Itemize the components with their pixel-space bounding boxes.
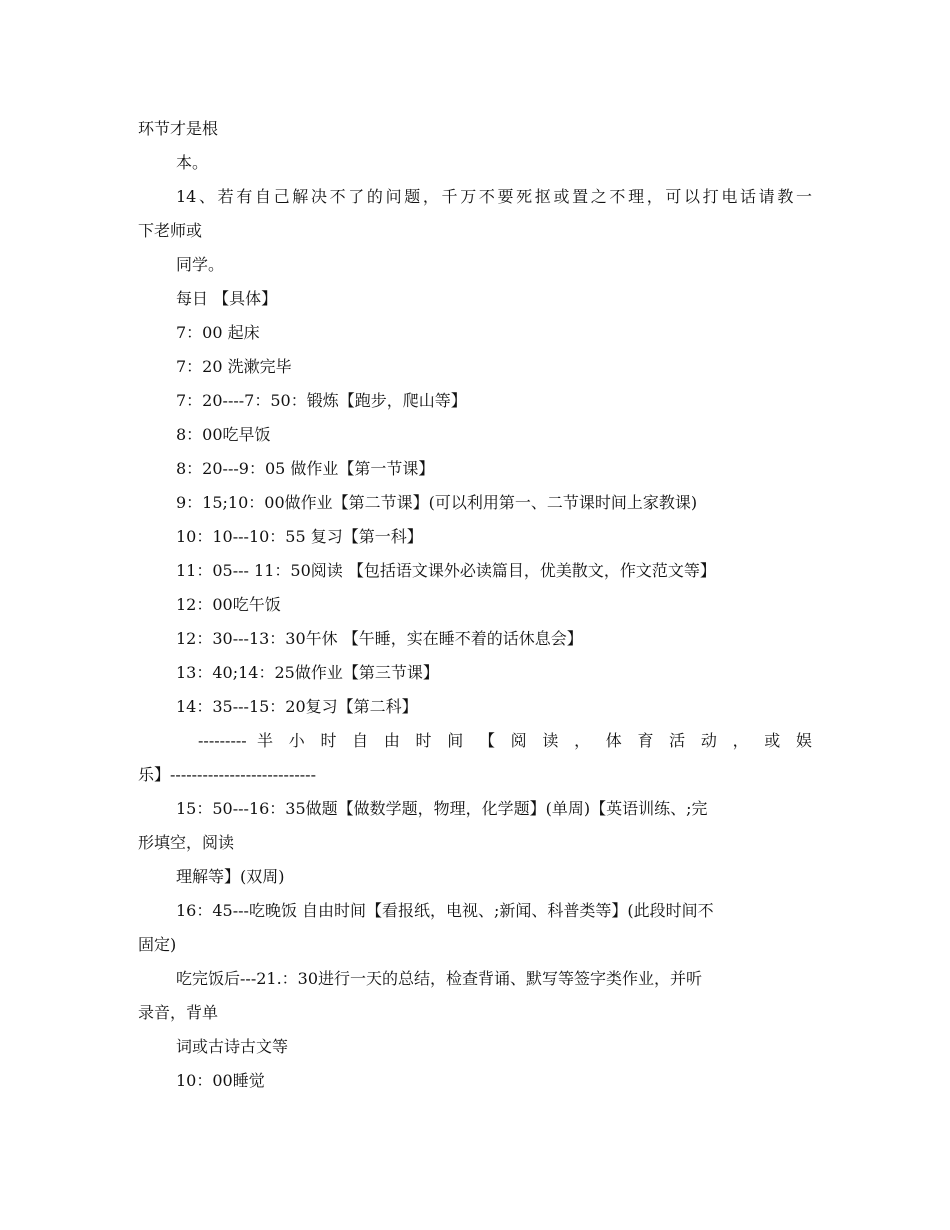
text-line: 下老师或 bbox=[138, 221, 203, 240]
text-line: 7：20----7：50：锻炼【跑步，爬山等】 bbox=[176, 391, 467, 410]
text-line: 12：00吃午饭 bbox=[176, 595, 281, 614]
text-line: 同学。 bbox=[176, 255, 225, 274]
text-line: 10：10---10：55 复习【第一科】 bbox=[176, 527, 423, 546]
text-line: 8：00吃早饭 bbox=[176, 425, 271, 444]
text-line: 本。 bbox=[176, 153, 209, 172]
text-line: 12：30---13：30午休 【午睡，实在睡不着的话休息会】 bbox=[176, 629, 583, 648]
text-line: 14：35---15：20复习【第二科】 bbox=[176, 697, 418, 716]
text-line: 7：20 洗漱完毕 bbox=[176, 357, 292, 376]
text-line: 理解等】(双周) bbox=[176, 867, 285, 886]
text-line: 14、若有自己解决不了的问题，千万不要死抠或置之不理，可以打电话请教一 bbox=[176, 187, 812, 206]
text-line: 13：40;14：25做作业【第三节课】 bbox=[176, 663, 439, 682]
text-line: 9：15;10：00做作业【第二节课】(可以利用第一、二节课时间上家教课) bbox=[176, 493, 698, 512]
text-line: --------- 半 小 时 自 由 时 间 【 阅 读 ， 体 育 活 动 ， 或 娱 bbox=[198, 731, 812, 750]
text-line: 7：00 起床 bbox=[176, 323, 260, 342]
text-line: 吃完饭后---21.：30进行一天的总结，检查背诵、默写等签字类作业，并听 bbox=[176, 969, 703, 988]
text-line: 每日 【具体】 bbox=[176, 289, 278, 308]
text-line: 10：00睡觉 bbox=[176, 1071, 265, 1090]
text-line: 16：45---吃晚饭 自由时间【看报纸，电视、;新闻、科普类等】(此段时间不 bbox=[176, 901, 714, 920]
text-line: 15：50---16：35做题【做数学题，物理，化学题】(单周)【英语训练、;完 bbox=[176, 799, 708, 818]
text-line: 乐】--------------------------- bbox=[138, 765, 316, 784]
text-line: 固定) bbox=[138, 935, 177, 954]
text-line: 录音，背单 bbox=[138, 1003, 219, 1022]
text-line: 词或古诗古文等 bbox=[176, 1037, 289, 1056]
text-line: 形填空，阅读 bbox=[138, 833, 235, 852]
text-line: 环节才是根 bbox=[138, 119, 219, 138]
text-line: 8：20---9：05 做作业【第一节课】 bbox=[176, 459, 435, 478]
text-line: 11：05--- 11：50阅读 【包括语文课外必读篇目，优美散文，作文范文等】 bbox=[176, 561, 716, 580]
